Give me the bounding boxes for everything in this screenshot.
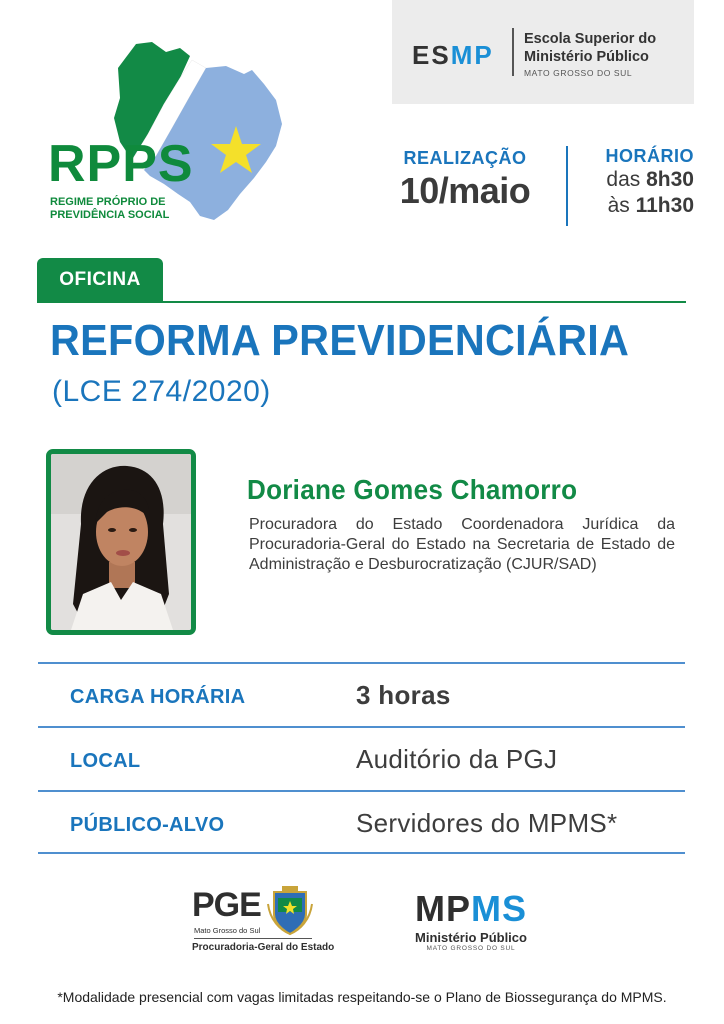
oficina-tag: OFICINA	[37, 258, 163, 302]
mpms-mark	[406, 890, 536, 928]
esmp-mark	[412, 40, 494, 71]
horario-block	[580, 146, 694, 219]
event-subtitle: (LCE 274/2020)	[52, 375, 271, 408]
footnote: *Modalidade presencial com vagas limitadas respeitando-se o Plano de Biossegurança do MPMS.	[57, 989, 667, 1005]
esmp-mark-es: ES	[412, 40, 451, 70]
pge-mark: PGE	[192, 886, 261, 924]
mpms-logo	[406, 890, 536, 960]
esmp-name-line1: Escola Superior do	[524, 31, 657, 47]
pge-rule	[194, 938, 312, 939]
horario-end	[580, 193, 694, 219]
esmp-name-line2: Ministério Público	[524, 49, 649, 65]
details-row-carga-horaria	[38, 662, 685, 726]
rpps-subtitle-line1: REGIME PRÓPRIO DE	[50, 196, 166, 208]
speaker-name: Doriane Gomes Chamorro	[247, 474, 578, 505]
details-row-publico-alvo	[38, 790, 685, 854]
event-title: REFORMA PREVIDENCIÁRIA	[50, 316, 630, 365]
speaker-photo	[46, 449, 196, 635]
details-key: LOCAL	[70, 750, 141, 772]
esmp-name	[524, 30, 656, 66]
rpps-acronym: RPPS	[48, 135, 194, 193]
horario-start-time: 8h30	[646, 168, 694, 191]
esmp-mark-mp: MP	[450, 40, 494, 70]
details-row-local	[38, 726, 685, 790]
pge-logo	[192, 880, 335, 960]
realizacao-label: REALIZAÇÃO	[403, 148, 527, 168]
horario-label: HORÁRIO	[605, 146, 694, 166]
horario-start	[580, 167, 694, 193]
mpms-mark-mp: MP	[415, 888, 471, 929]
event-date: 10/maio	[399, 170, 531, 211]
horario-end-prefix: às	[607, 194, 636, 217]
details-value: 3 horas	[356, 680, 451, 710]
details-key: PÚBLICO-ALVO	[70, 814, 225, 836]
horario-end-time: 11h30	[635, 194, 694, 217]
mpms-name: Ministério Público	[415, 930, 527, 945]
details-key: CARGA HORÁRIA	[70, 686, 246, 708]
esmp-logo-box	[392, 0, 694, 104]
esmp-divider	[512, 28, 514, 76]
rpps-subtitle	[50, 196, 169, 222]
pge-state: Mato Grosso do Sul	[194, 926, 261, 935]
oficina-rule	[37, 301, 686, 303]
pge-name: Procuradoria-Geral do Estado	[192, 942, 335, 953]
speaker-bio: Procuradora do Estado Coordenadora Jurídica da Procuradoria-Geral do Estado na Secretaria de Estado de Administração e Desburocratização (CJUR/SAD)	[249, 516, 675, 573]
details-table	[38, 662, 685, 854]
speaker-portrait-icon	[51, 454, 191, 630]
realizacao-block	[390, 148, 540, 211]
coat-of-arms-icon	[266, 884, 314, 936]
rpps-logo	[40, 38, 300, 238]
details-value: Servidores do MPMS*	[356, 808, 618, 838]
rpps-subtitle-line2: PREVIDÊNCIA SOCIAL	[50, 209, 170, 221]
mpms-state: MATO GROSSO DO SUL	[426, 945, 516, 952]
horario-start-prefix: das	[606, 168, 647, 191]
mpms-mark-ms: MS	[471, 888, 527, 929]
details-value: Auditório da PGJ	[356, 744, 558, 774]
schedule-divider	[566, 146, 568, 226]
esmp-state: MATO GROSSO DO SUL	[524, 68, 633, 78]
